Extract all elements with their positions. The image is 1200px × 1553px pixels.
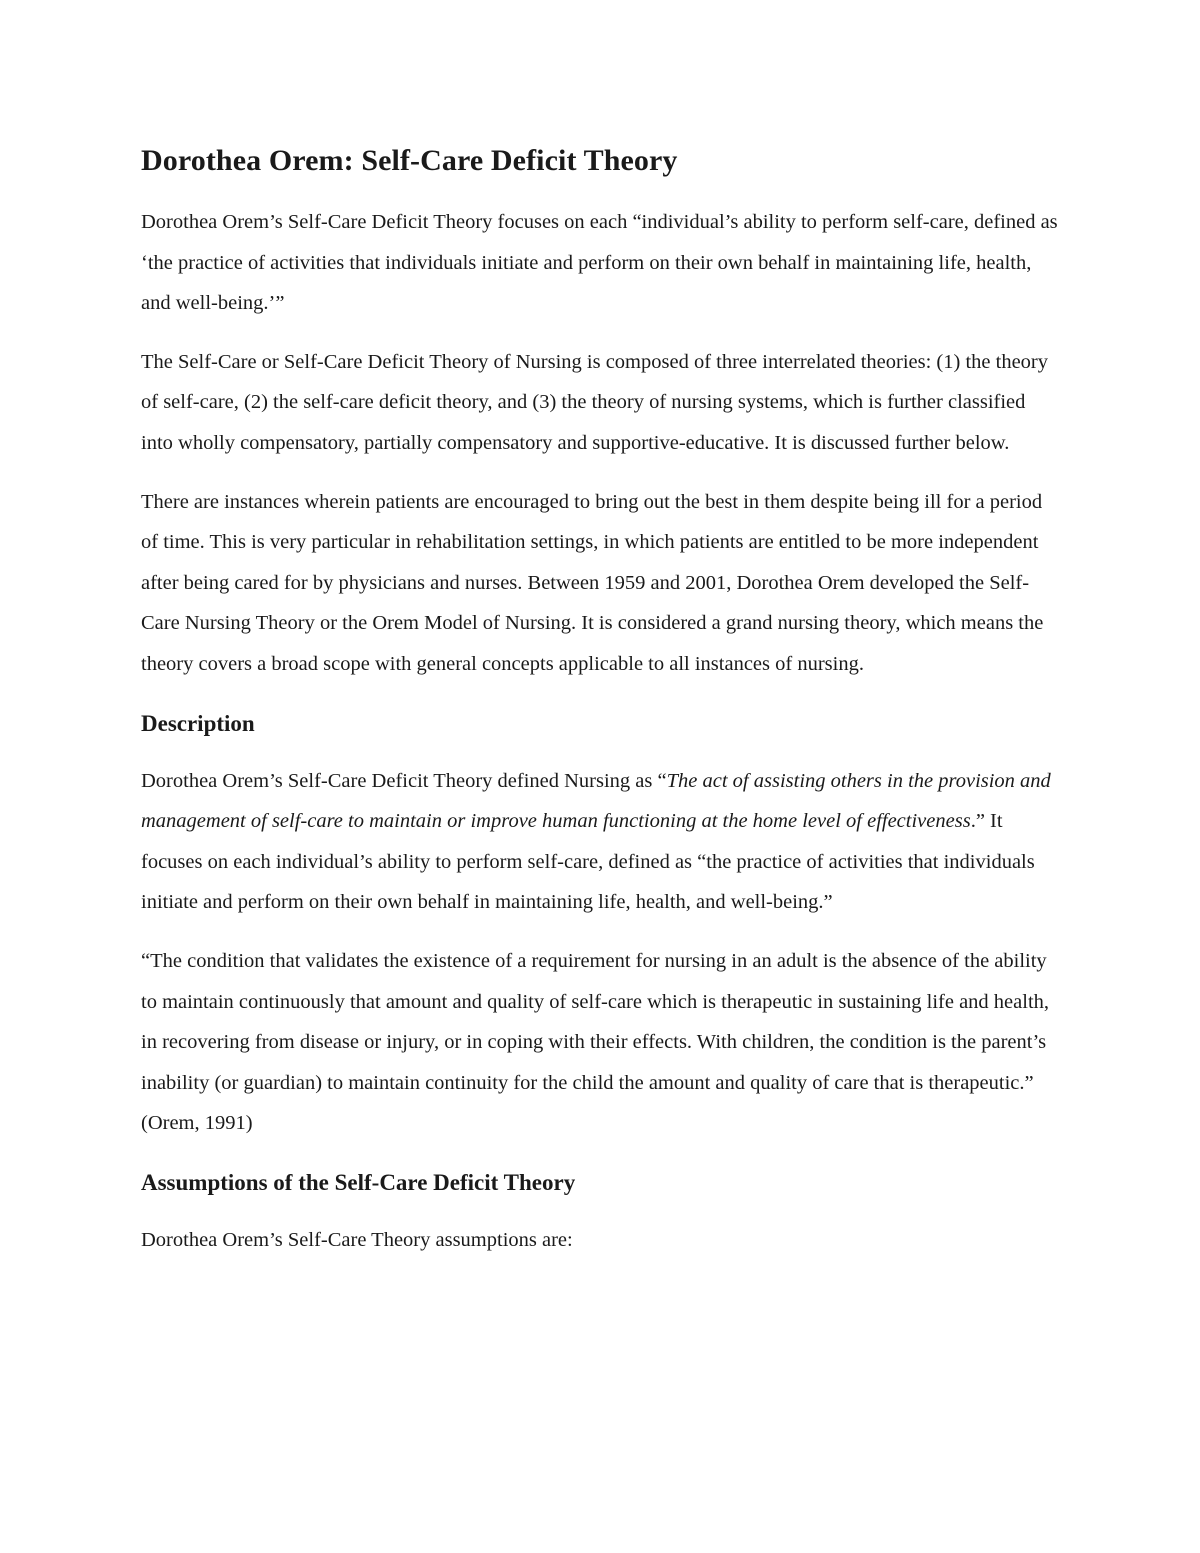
definition-lead-text: Dorothea Orem’s Self-Care Deficit Theory defined Nursing as “ <box>141 769 667 792</box>
intro-paragraph-3: There are instances wherein patients are encouraged to bring out the best in them despite being ill for a period of time. This is very particular in rehabilitation settings, in which patients are entitled to be more independent after being cared for by physicians and nurses. Between 1959 and 2001, Dorothea Orem developed the Self-Care Nursing Theory or the Orem Model of Nursing. It is considered a grand nursing theory, which means the theory covers a broad scope with general concepts applicable to all instances of nursing. <box>141 490 1044 675</box>
assumptions-heading: Assumptions of the Self-Care Deficit Theory <box>141 1169 576 1195</box>
description-quote-paragraph: “The condition that validates the existence of a requirement for nursing in an adult is the absence of the ability to maintain continuously that amount and quality of self-care which is therapeutic in sustaining life and health, in recovering from disease or injury, or in coping with their effects. With children, the condition is the parent’s inability (or guardian) to maintain continuity for the child the amount and quality of care that is therapeutic.” (Orem, 1991) <box>141 949 1050 1135</box>
document-title: Dorothea Orem: Self-Care Deficit Theory <box>141 144 678 177</box>
description-heading: Description <box>141 710 255 736</box>
definition-italic-quote: The act of assisting others in the provision and management of self-care to maintain or improve human functioning at the home level of effectiveness <box>141 769 1051 833</box>
definition-tail-text: .” It focuses on each individual’s ability to perform self-care, defined as “the practice of activities that individuals initiate and perform on their own behalf in maintaining life, health, and well-being.” <box>141 810 1035 914</box>
document-body <box>141 138 1061 1278</box>
assumptions-intro: Dorothea Orem’s Self-Care Theory assumptions are: <box>141 1228 573 1251</box>
intro-paragraph-2: The Self-Care or Self-Care Deficit Theory of Nursing is composed of three interrelated theories: (1) the theory of self-care, (2) the self-care deficit theory, and (3) the theory of nursing systems, which is further classified into wholly compensatory, partially compensatory and supportive-educative. It is discussed further below. <box>141 350 1048 454</box>
description-definition-paragraph <box>141 761 1061 923</box>
intro-paragraph-1: Dorothea Orem’s Self-Care Deficit Theory focuses on each “individual’s ability to perform self-care, defined as ‘the practice of activities that individuals initiate and perform on their own behalf in maintaining life, health, and well-being.’” <box>141 211 1058 315</box>
